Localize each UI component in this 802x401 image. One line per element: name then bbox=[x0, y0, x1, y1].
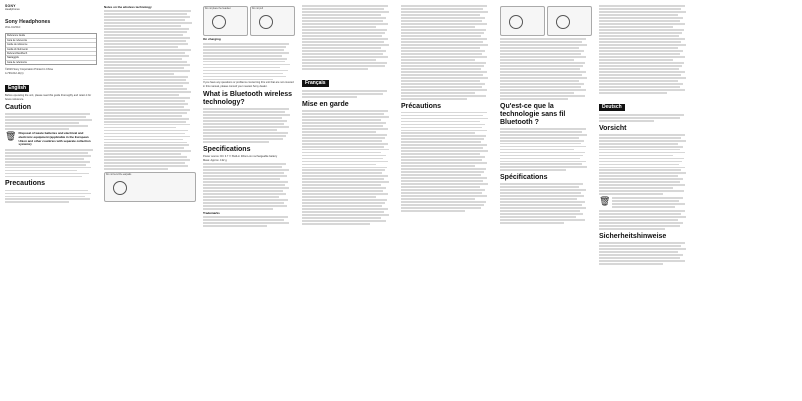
spec-power: Power source: DC 3.7 V: Built-in lithium-ion rechargeable battery bbox=[203, 154, 278, 158]
charging-heading: On charging bbox=[203, 37, 221, 41]
language-index bbox=[5, 33, 97, 65]
column-7 bbox=[599, 4, 691, 266]
column-4 bbox=[302, 4, 394, 226]
trademarks-heading: Trademarks bbox=[203, 210, 220, 215]
german-intro-text bbox=[599, 114, 691, 122]
column-7-text-a bbox=[599, 5, 691, 93]
figure-caption: Do not pull bbox=[252, 8, 263, 10]
charging-text-block bbox=[203, 43, 295, 81]
safety-text-block bbox=[104, 10, 196, 170]
column-4-text-a bbox=[302, 5, 394, 70]
specs-text-block bbox=[203, 163, 295, 210]
german-disposal-text bbox=[612, 196, 691, 209]
figure-pull bbox=[250, 6, 295, 36]
french-precautions-heading: Précautions bbox=[401, 102, 442, 110]
crossed-out-wheeled-bin-icon: 🗑 bbox=[5, 130, 17, 141]
model-number: WH-CH510 bbox=[5, 25, 21, 30]
trademarks-text-block bbox=[203, 216, 295, 227]
caution-figures-row bbox=[203, 6, 295, 36]
french-section-band: Français bbox=[302, 80, 329, 87]
column-5 bbox=[401, 4, 493, 213]
specs-heading: Specifications bbox=[203, 145, 251, 153]
german-safety-heading: Sicherheitshinweise bbox=[599, 233, 667, 241]
figure-placement bbox=[203, 6, 248, 36]
french-bluetooth-heading: Qu'est-ce que la technologie sans fil Bluetooth ? bbox=[500, 102, 566, 126]
disposal-notice bbox=[5, 131, 97, 148]
caution-text-block bbox=[5, 113, 97, 130]
caution-heading: Caution bbox=[5, 103, 32, 111]
language-entry: Guide de référence bbox=[6, 43, 96, 47]
safety-heading: Notes on the wireless technology bbox=[104, 4, 152, 9]
precautions-text-block bbox=[5, 190, 97, 204]
part-code: 4-739-012-11(1) bbox=[5, 72, 24, 76]
copyright: ©2019 Sony Corporation Printed in China bbox=[5, 68, 53, 72]
figure-earpads bbox=[104, 172, 196, 202]
figure-placement-fr bbox=[547, 6, 592, 36]
french-bluetooth-text bbox=[500, 128, 592, 172]
french-figures-row bbox=[500, 6, 592, 36]
column-5-text-a bbox=[401, 5, 493, 99]
french-caution-heading: Mise en garde bbox=[302, 100, 349, 108]
language-entry: Guía de referencia bbox=[6, 39, 96, 43]
language-entry: Referenzhandbuch bbox=[6, 52, 96, 56]
spec-weight: Mass: Approx. 132 g bbox=[203, 158, 227, 162]
language-entry: Guia de referência bbox=[7, 60, 27, 64]
french-specs-heading: Spécifications bbox=[500, 174, 548, 182]
figure-caption: Do not place the headset bbox=[205, 8, 231, 10]
language-entry: Naslaggids bbox=[6, 56, 96, 60]
german-section-band: Deutsch bbox=[599, 104, 625, 111]
german-text-b bbox=[599, 210, 691, 230]
intro-text: Before operating the unit, please read this guide thoroughly and retain it for future reference. bbox=[5, 94, 92, 101]
english-section-band: English bbox=[5, 85, 29, 92]
column-6 bbox=[500, 4, 592, 225]
brand-logo: SONY bbox=[5, 4, 16, 8]
column-1 bbox=[5, 4, 97, 204]
french-caution-text bbox=[302, 110, 394, 225]
german-caution-text bbox=[599, 134, 691, 196]
bluetooth-heading: What is Bluetooth wireless technology? bbox=[203, 91, 293, 107]
tagline: Headphones bbox=[5, 8, 20, 11]
column-3 bbox=[203, 4, 295, 228]
precautions-heading: Precautions bbox=[5, 180, 46, 188]
caution-figures bbox=[104, 172, 196, 202]
german-safety-text bbox=[599, 242, 691, 265]
french-specs-text bbox=[500, 183, 592, 224]
figure-earpads-fr bbox=[500, 6, 545, 36]
language-entry: Reference Guide bbox=[6, 34, 96, 38]
support-text: If you have any questions or problems concerning this unit that are not covered in this manual, please consult your nearest Sony dealer. bbox=[203, 81, 294, 88]
column-6-text-a bbox=[500, 38, 592, 100]
product-title: Sony Headphones bbox=[5, 19, 51, 26]
column-2 bbox=[104, 4, 196, 204]
french-precautions-text bbox=[401, 112, 493, 212]
german-disposal-notice bbox=[599, 196, 691, 209]
bluetooth-text-block bbox=[203, 108, 295, 143]
german-caution-heading: Vorsicht bbox=[599, 124, 627, 132]
disposal-text-block bbox=[5, 149, 97, 178]
language-entry: Guida di riferimento bbox=[6, 48, 96, 52]
french-intro-text bbox=[302, 90, 394, 98]
figure-caption: Do not bend the earpads bbox=[106, 174, 132, 177]
disposal-heading: Disposal of waste batteries and electrical and electronic equipment (applicable in the European Union and other countries with separate collection systems) bbox=[18, 131, 91, 147]
crossed-out-wheeled-bin-icon: 🗑 bbox=[599, 196, 611, 207]
